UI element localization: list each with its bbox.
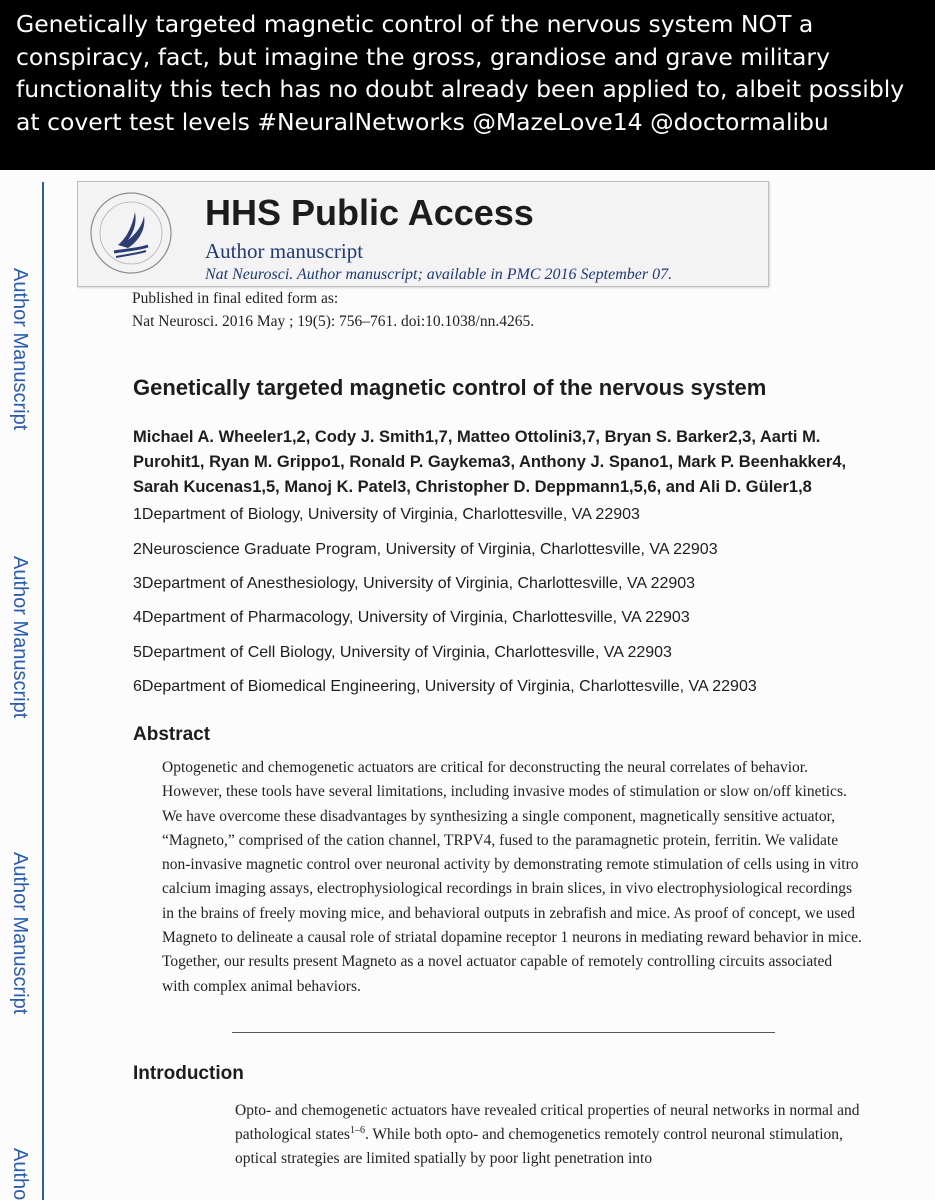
manuscript-page xyxy=(0,170,935,1200)
tweet-text: Genetically targeted magnetic control of the nervous system NOT a conspiracy, fact, but imagine the gross, grandiose and grave military functionality this tech has no doubt already been applied to, albeit possibly at covert test levels #NeuralNetworks @MazeLove14 @doctormalibu xyxy=(16,10,905,136)
intro-text-part: Opto- and chemogenetic actuators have revealed critical properties of neural networks in normal and pathological states xyxy=(235,1102,860,1143)
affiliation: 3Department of Anesthesiology, University of Virginia, Charlottesville, VA 22903 xyxy=(133,575,696,592)
affiliation: 1Department of Biology, University of Virginia, Charlottesville, VA 22903 xyxy=(133,506,640,523)
introduction-heading: Introduction xyxy=(133,1063,244,1084)
affiliation: 5Department of Cell Biology, University of Virginia, Charlottesville, VA 22903 xyxy=(133,644,672,661)
margin-label-author-manuscript: Author Manuscript xyxy=(9,268,31,431)
author-list: Michael A. Wheeler1,2, Cody J. Smith1,7, Matteo Ottolini3,7, Bryan S. Barker2,3, Aarti M. Purohit1, Ryan M. Grippo1, Ronald P. Gaykema3, Anthony J. Spano1, Mark P. Beenhakker4, Sarah Kucenas1,5, Manoj K. Patel3, Christopher D. Deppmann1,5,6, and Ali D. Güler1,8 xyxy=(133,428,847,496)
reference-citation: 1–6 xyxy=(349,1124,365,1136)
hhs-seal-icon xyxy=(88,190,174,276)
published-label: Published in final edited form as: xyxy=(132,290,339,307)
section-divider xyxy=(232,1032,775,1033)
manuscript-type: Author manuscript xyxy=(205,239,364,263)
citation: Nat Neurosci. 2016 May ; 19(5): 756–761. doi:10.1038/nn.4265. xyxy=(132,313,535,330)
affiliation: 6Department of Biomedical Engineering, University of Virginia, Charlottesville, VA 22903 xyxy=(133,678,757,695)
hhs-title: HHS Public Access xyxy=(205,192,534,233)
hhs-header-box xyxy=(77,181,769,287)
affiliation: 2Neuroscience Graduate Program, University of Virginia, Charlottesville, VA 22903 xyxy=(133,541,718,558)
paper-title: Genetically targeted magnetic control of the nervous system xyxy=(133,375,767,400)
margin-label-author-manuscript: Author Manuscript xyxy=(9,556,31,719)
intro-text-part: . While both opto- and chemogenetics remotely control neuronal stimulation, optical strategies are limited spatially by poor light penetration into xyxy=(235,1126,843,1167)
abstract-text: Optogenetic and chemogenetic actuators are critical for deconstructing the neural correlates of behavior. However, these tools have several limitations, including invasive modes of stimulation or slow on/off kinetics. We have overcome these disadvantages by synthesizing a single component, magnetically sensitive actuator, “Magneto,” comprised of the cation channel, TRPV4, fused to the paramagnetic protein, ferritin. We validate non-invasive magnetic control over neuronal activity by demonstrating remote stimulation of cells using in vitro calcium imaging assays, electrophysiological recordings in brain slices, in vivo electrophysiological recordings in the brains of freely moving mice, and behavioral outputs in zebrafish and mice. As proof of concept, we used Magneto to delineate a causal role of striatal dopamine receptor 1 neurons in mediating reward behavior in mice. Together, our results present Magneto as a novel actuator capable of remotely controlling circuits associated with complex animal behaviors. xyxy=(162,759,862,995)
affiliation: 4Department of Pharmacology, University of Virginia, Charlottesville, VA 22903 xyxy=(133,609,690,626)
margin-label-author-manuscript: Autho xyxy=(9,1148,31,1200)
introduction-text xyxy=(235,1099,865,1171)
margin-label-author-manuscript: Author Manuscript xyxy=(9,852,31,1015)
availability-note: Nat Neurosci. Author manuscript; available in PMC 2016 September 07. xyxy=(205,266,673,283)
abstract-heading: Abstract xyxy=(133,724,211,745)
margin-rule xyxy=(42,182,44,1200)
tweet-bar xyxy=(0,0,935,170)
